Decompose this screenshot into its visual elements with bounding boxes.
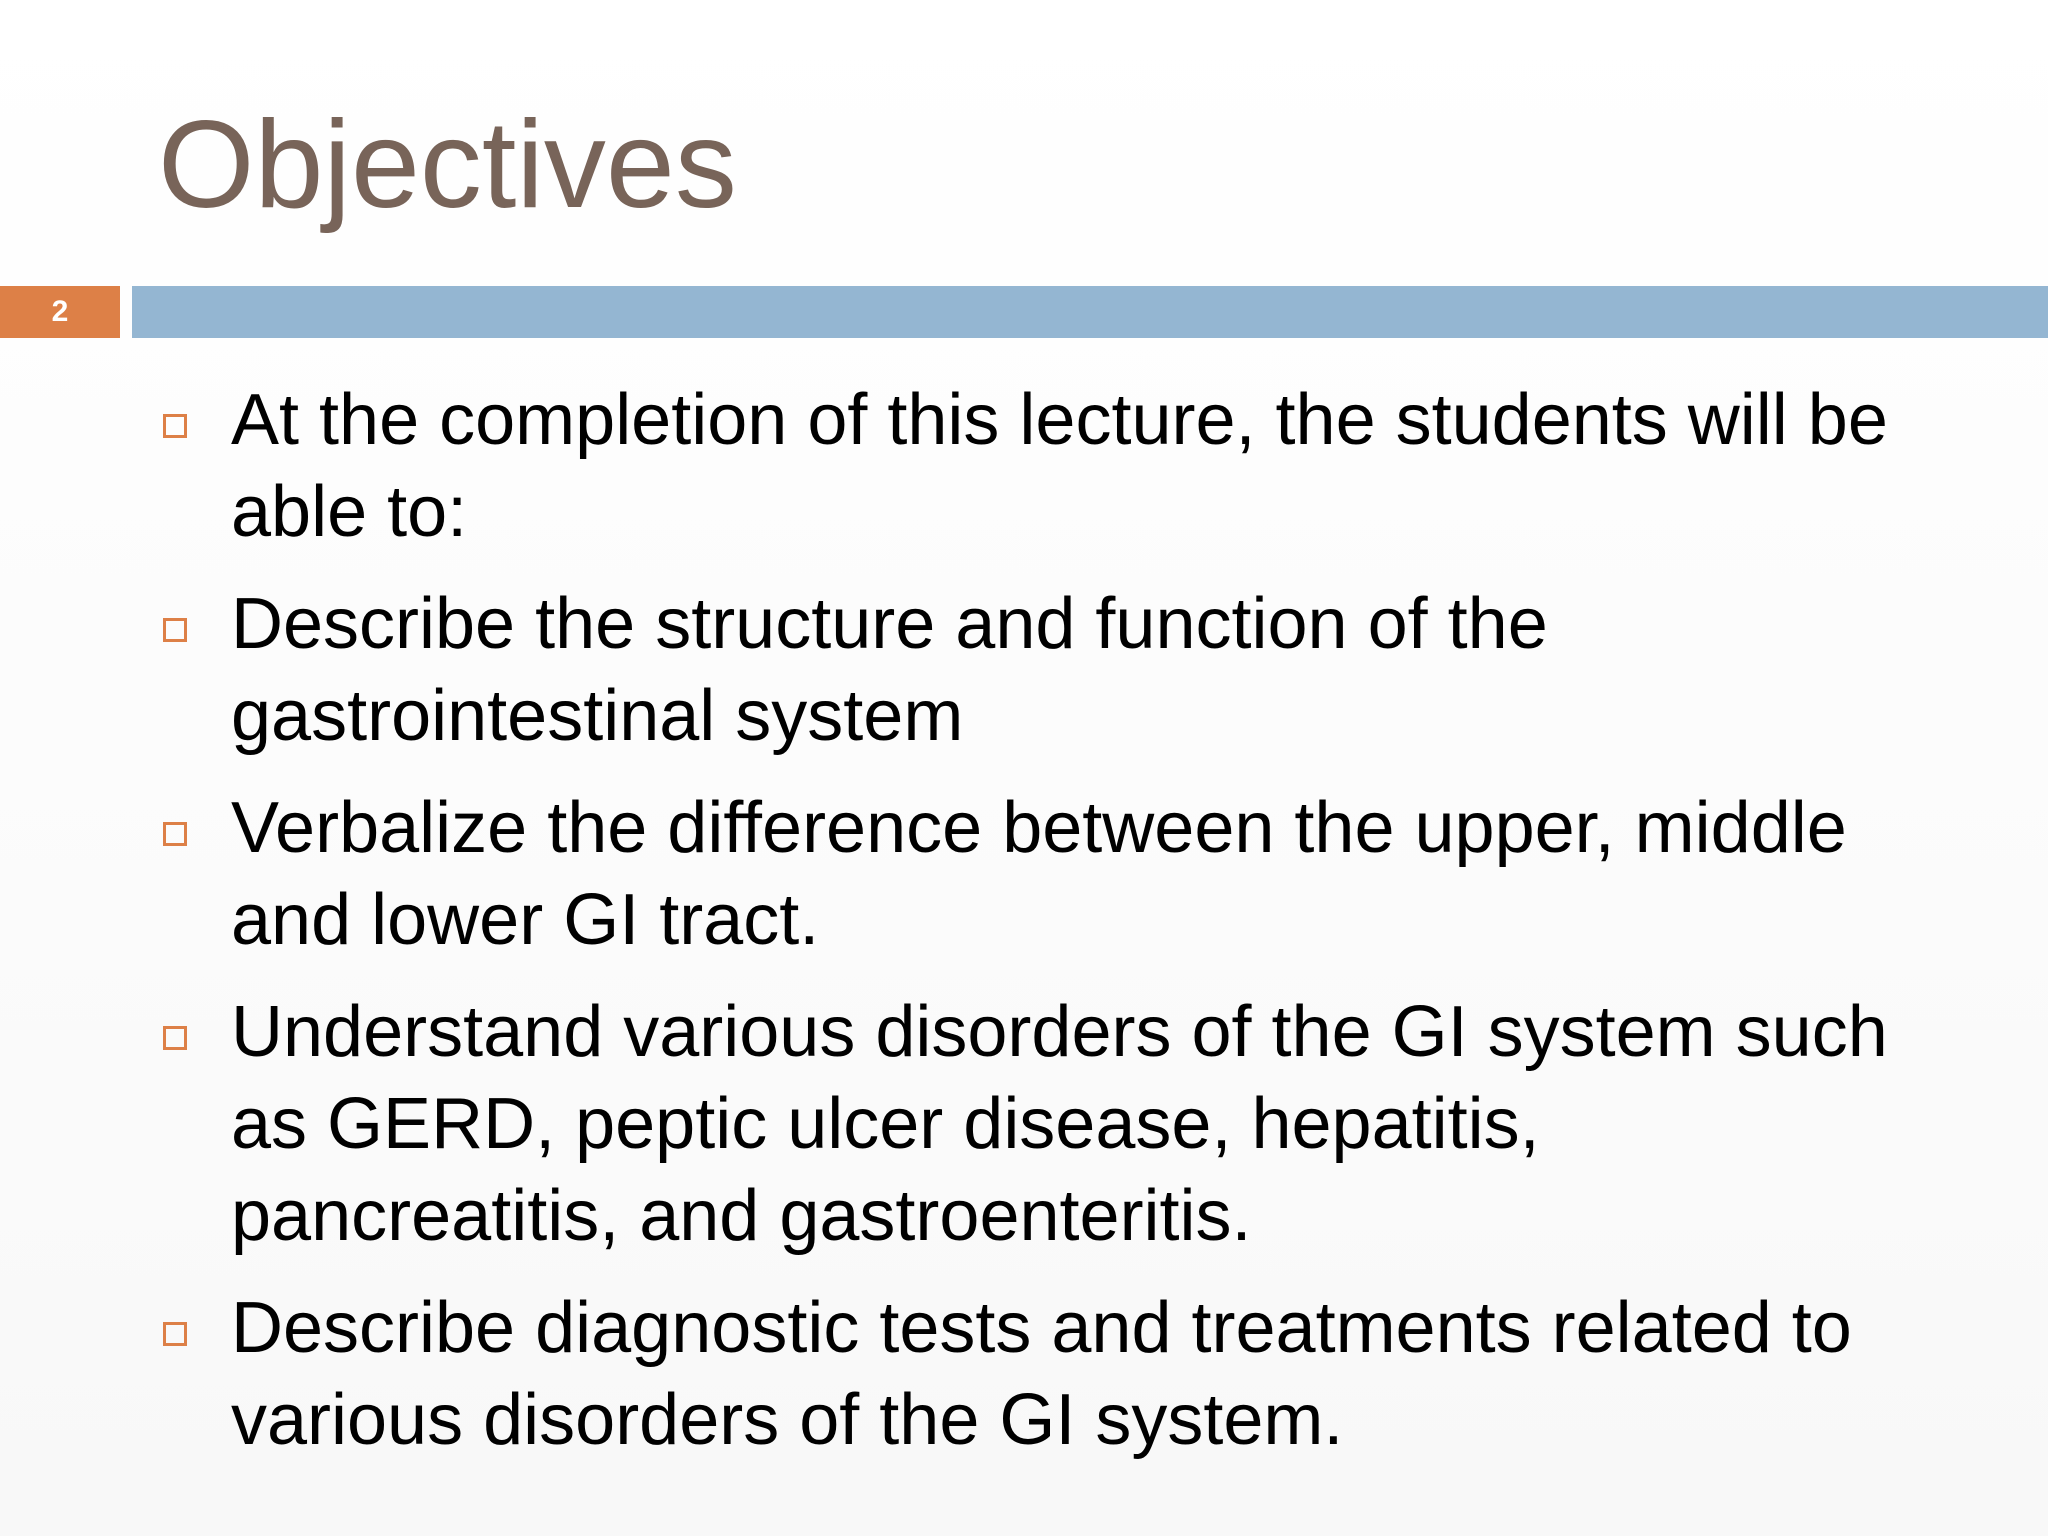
bullet-text: Describe diagnostic tests and treatments related to various disorders of the GI system. bbox=[231, 1288, 1852, 1460]
slide-title: Objectives bbox=[158, 96, 737, 234]
square-bullet-icon bbox=[163, 414, 187, 438]
list-item bbox=[158, 578, 1918, 762]
list-item bbox=[158, 986, 1918, 1262]
list-item bbox=[158, 374, 1918, 558]
page-number: 2 bbox=[0, 286, 120, 338]
square-bullet-icon bbox=[163, 822, 187, 846]
square-bullet-icon bbox=[163, 1322, 187, 1346]
bullet-text: At the completion of this lecture, the students will be able to: bbox=[231, 380, 1888, 552]
objectives-list bbox=[158, 374, 1918, 1486]
bullet-text: Describe the structure and function of the gastrointestinal system bbox=[231, 584, 1548, 756]
bullet-text: Understand various disorders of the GI system such as GERD, peptic ulcer disease, hepatitis, pancreatitis, and gastroenteritis. bbox=[231, 992, 1888, 1256]
square-bullet-icon bbox=[163, 618, 187, 642]
bullet-text: Verbalize the difference between the upper, middle and lower GI tract. bbox=[231, 788, 1847, 960]
square-bullet-icon bbox=[163, 1026, 187, 1050]
list-item bbox=[158, 782, 1918, 966]
list-item bbox=[158, 1282, 1918, 1466]
title-divider-bar bbox=[132, 286, 2048, 338]
